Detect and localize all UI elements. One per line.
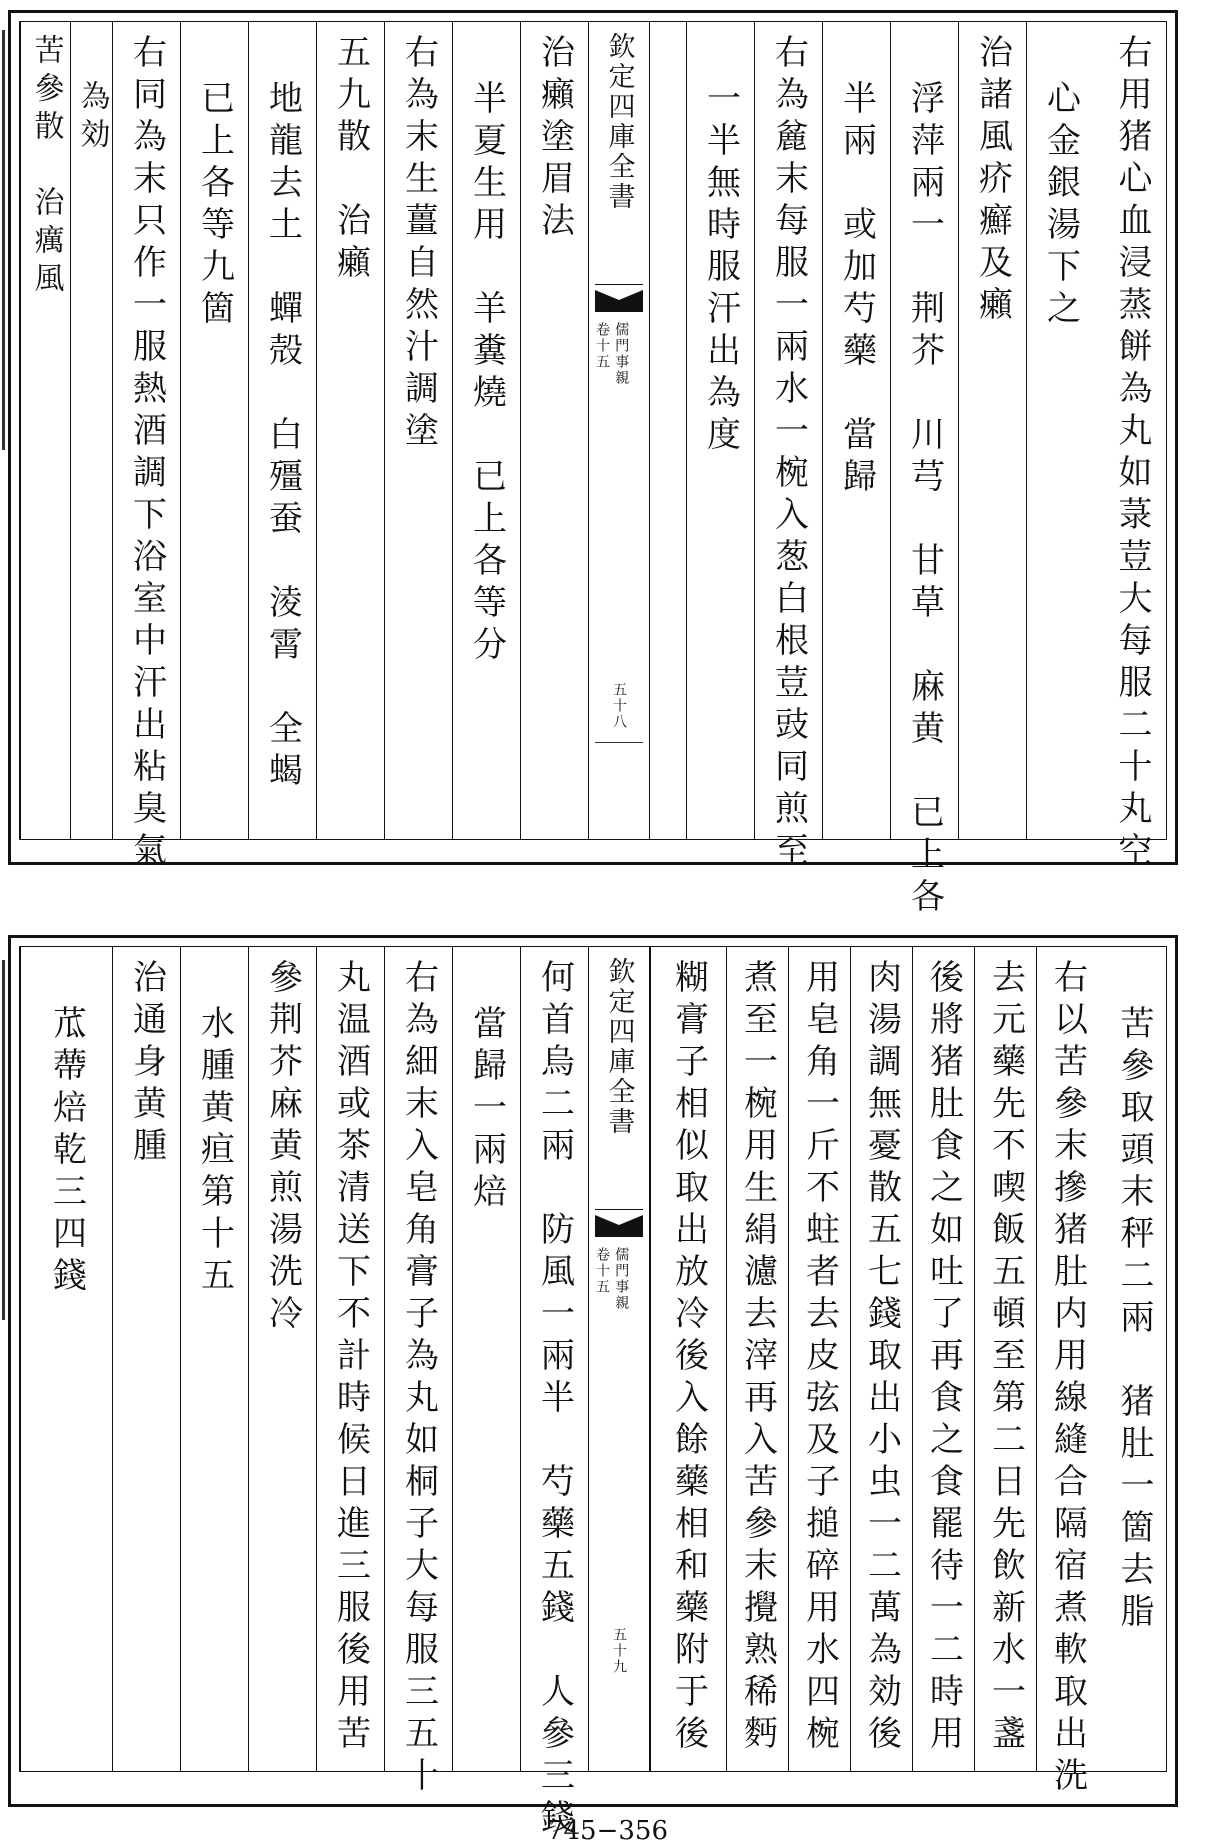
- column-text: 右以苦參末摻猪肚内用線縫合隔宿煮軟取出洗: [1047, 959, 1088, 1799]
- column-text: 治通身黄腫: [126, 959, 167, 1169]
- column-text: 用皂角一斤不蛀者去皮弦及子搥碎用水四椀: [799, 959, 840, 1757]
- column-text: 糊膏子相似取出放冷後入餘藥相和藥附于後: [668, 959, 709, 1757]
- divider: [595, 742, 643, 743]
- column-text: 丸温酒或茶清送下不計時候日進三服後用苦: [330, 959, 371, 1757]
- text-column: [912, 947, 974, 1771]
- text-column: [384, 22, 452, 839]
- column-text: 右為麄末每服一兩水一椀入葱白根荳豉同煎至: [768, 34, 809, 874]
- column-text: 何首烏二兩 防風一兩半 芍藥五錢 人參三錢: [534, 959, 575, 1841]
- source-title: 儒門事親: [613, 1247, 630, 1311]
- column-text: 當歸一兩焙: [466, 1005, 507, 1215]
- column-text: 半兩 或加芍藥 當歸: [836, 80, 877, 500]
- column-text: 右為末生薑自然汁調塗: [398, 34, 439, 454]
- text-column: [248, 22, 316, 839]
- text-column: [650, 947, 726, 1771]
- text-column: [890, 22, 958, 920]
- column-text: 浮萍兩一 荆芥 川芎 甘草 麻黄 已上各: [904, 80, 945, 920]
- column-text: 右同為末只作一服熱酒調下浴室中汗出粘臭氣: [126, 34, 167, 874]
- text-column: [112, 947, 180, 1771]
- center-gutter: [588, 22, 650, 839]
- text-column: [20, 947, 112, 1771]
- book-title: 欽定四庫全書: [603, 32, 635, 212]
- text-column: [384, 947, 452, 1799]
- column-text: 治癩塗眉法: [534, 34, 575, 244]
- column-text: 五九散 治癩: [330, 34, 371, 286]
- column-text: 去元藥先不喫飯五頓至第二日先飲新水一盞: [985, 959, 1026, 1757]
- column-text: 後將猪肚食之如吐了再食之食罷待一二時用: [923, 959, 964, 1757]
- text-column: [20, 22, 70, 839]
- source-title: 儒門事親: [613, 322, 630, 386]
- column-text: 地龍去土 蟬殻 白殭蚕 淩霄 全蝎: [262, 80, 303, 794]
- text-column: [1036, 947, 1098, 1799]
- scan-edge-mark: [2, 30, 5, 450]
- scan-edge-mark: [2, 960, 5, 1320]
- text-column: [1026, 22, 1094, 839]
- fish-tail-mark-icon: [595, 284, 643, 312]
- page-number: 五十八: [611, 682, 627, 730]
- column-text: 煮至一椀用生絹濾去滓再入苦參末攪熟稀麪: [737, 959, 778, 1757]
- top-page-panel: [8, 10, 1178, 920]
- text-column: [974, 947, 1036, 1771]
- text-column: [316, 947, 384, 1771]
- text-column: [520, 947, 588, 1841]
- volume-label: 卷十五: [594, 1247, 610, 1295]
- column-text: 為効: [74, 80, 110, 156]
- text-column: [112, 22, 180, 874]
- text-column: [452, 22, 520, 839]
- column-text: 治諸風疥癬及癩: [972, 34, 1013, 328]
- text-column: [822, 22, 890, 839]
- text-column: [1094, 22, 1170, 874]
- text-column: [70, 22, 112, 839]
- text-column: [726, 947, 788, 1771]
- text-column: [316, 22, 384, 839]
- text-column: [452, 947, 520, 1771]
- text-column: [248, 947, 316, 1771]
- column-text: 右用猪心血浸蒸餅為丸如菉荳大每服二十丸空: [1112, 34, 1152, 874]
- column-text: 心金銀湯下之: [1040, 80, 1081, 332]
- text-column: [850, 947, 912, 1771]
- text-column: [180, 947, 248, 1771]
- column-text: 一半無時服汗出為度: [700, 80, 741, 458]
- column-text: 肉湯調無憂散五七錢取出小虫一二萬為効後: [861, 959, 902, 1757]
- text-column: [788, 947, 850, 1771]
- column-text: 苽蔕焙乾三四錢: [46, 1005, 87, 1299]
- column-text: 苦參取頭末秤二兩 猪肚一箇去脂: [1114, 1005, 1154, 1635]
- page-number: 五十九: [611, 1627, 627, 1675]
- text-column: [686, 22, 754, 839]
- book-title: 欽定四庫全書: [603, 957, 635, 1137]
- fish-tail-mark-icon: [595, 1209, 643, 1237]
- text-column: [958, 22, 1026, 839]
- column-text: 參荆芥麻黄煎湯洗冷: [262, 959, 303, 1337]
- column-text: 半夏生用 羊糞燒 已上各等分: [466, 80, 507, 668]
- column-text: 右為細末入皂角膏子為丸如桐子大每服三五十: [398, 959, 439, 1799]
- text-column: [1098, 947, 1170, 1771]
- text-column: [520, 22, 588, 839]
- column-text: 水腫黄疸第十五: [194, 1005, 235, 1299]
- column-text: 已上各等九箇: [194, 80, 235, 332]
- center-gutter: [588, 947, 650, 1771]
- top-page-frame: [19, 21, 1167, 920]
- column-text: 苦參散 治癘風: [28, 34, 64, 300]
- text-column: [650, 22, 686, 839]
- volume-label: 卷十五: [594, 322, 610, 370]
- page-code: 745−356: [546, 1816, 669, 1846]
- text-column: [754, 22, 822, 874]
- text-column: [180, 22, 248, 839]
